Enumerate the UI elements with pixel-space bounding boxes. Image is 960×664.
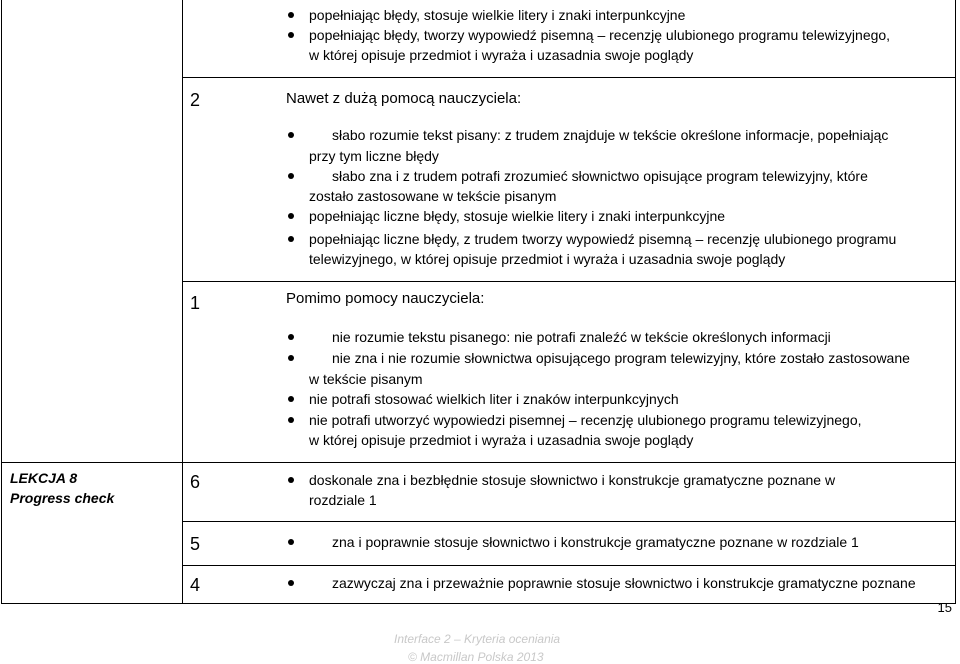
criterion-line: nie zna i nie rozumie słownictwa opisującego program telewizyjny, które zostało zastosowane (332, 350, 910, 366)
criterion-line: w tekście pisanym (309, 371, 423, 387)
bullet-icon (288, 173, 294, 179)
row-divider (182, 281, 956, 282)
grade-number: 4 (190, 575, 201, 595)
bullet-icon (288, 580, 294, 586)
grade-number: 2 (190, 90, 201, 110)
lesson-subtitle: Progress check (10, 490, 115, 506)
grade-number: 5 (190, 534, 201, 554)
criterion-line: doskonale zna i bezbłędnie stosuje słownictwo i konstrukcje gramatyczne poznane w (309, 472, 836, 488)
grade-heading: Nawet z dużą pomocą nauczyciela: (286, 90, 522, 107)
table-bottom-border (1, 603, 956, 604)
criterion-line: słabo rozumie tekst pisany: z trudem znajduje w tekście określone informacje, popełniając (332, 127, 889, 143)
grade-number: 1 (190, 293, 201, 313)
criterion-line: popełniając liczne błędy, stosuje wielkie litery i znaki interpunkcyjne (309, 208, 726, 224)
criterion-line: popełniając błędy, stosuje wielkie litery i znaki interpunkcyjne (309, 7, 686, 23)
bullet-icon (288, 213, 294, 219)
criterion-line: telewizyjnego, w której opisuje przedmiot i wyraża i uzasadnia swoje poglądy (309, 251, 786, 267)
bullet-icon (288, 396, 294, 402)
criterion-line: w której opisuje przedmiot i wyraża i uzasadnia swoje poglądy (309, 47, 694, 63)
criterion-line: popełniając liczne błędy, z trudem tworzy wypowiedź pisemną – recenzję ulubionego programu (309, 231, 897, 247)
table-left-border (1, 0, 2, 604)
criterion-line: popełniając błędy, tworzy wypowiedź pisemną – recenzję ulubionego programu telewizyjnego, (309, 27, 891, 43)
table-column-divider (182, 0, 183, 604)
row-divider (182, 521, 956, 522)
bullet-icon (288, 417, 294, 423)
criterion-line: nie rozumie tekstu pisanego: nie potrafi znaleźć w tekście określonych informacji (332, 329, 831, 345)
lesson-title: LEKCJA 8 (10, 470, 78, 486)
criterion-line: zazwyczaj zna i przeważnie poprawnie stosuje słownictwo i konstrukcje gramatyczne poznane (332, 575, 916, 591)
bullet-icon (288, 12, 294, 18)
grade-number: 6 (190, 472, 201, 492)
footer-title: Interface 2 – Kryteria oceniania (394, 632, 561, 646)
criterion-line: w której opisuje przedmiot i wyraża i uzasadnia swoje poglądy (309, 432, 694, 448)
bullet-icon (288, 132, 294, 138)
bullet-icon (288, 236, 294, 242)
footer-copyright: © Macmillan Polska 2013 (408, 650, 544, 664)
criterion-line: zostało zastosowane w tekście pisanym (309, 188, 557, 204)
criterion-line: słabo zna i z trudem potrafi zrozumieć słownictwo opisujące program telewizyjny, które (332, 168, 868, 184)
bullet-icon (288, 477, 294, 483)
page-number: 15 (937, 600, 952, 615)
table-right-border (955, 0, 956, 604)
criterion-line: nie potrafi stosować wielkich liter i znaków interpunkcyjnych (309, 391, 679, 407)
row-divider (182, 77, 956, 78)
criterion-line: zna i poprawnie stosuje słownictwo i konstrukcje gramatyczne poznane w rozdziale 1 (332, 534, 859, 550)
criterion-line: przy tym liczne błędy (309, 148, 439, 164)
bullet-icon (288, 355, 294, 361)
grade-heading: Pomimo pomocy nauczyciela: (286, 290, 485, 307)
row-divider (1, 462, 956, 463)
criterion-line: rozdziale 1 (309, 492, 377, 508)
row-divider (182, 565, 956, 566)
criterion-line: nie potrafi utworzyć wypowiedzi pisemnej – recenzję ulubionego programu telewizyjnego, (309, 412, 862, 428)
bullet-icon (288, 334, 294, 340)
bullet-icon (288, 539, 294, 545)
bullet-icon (288, 32, 294, 38)
